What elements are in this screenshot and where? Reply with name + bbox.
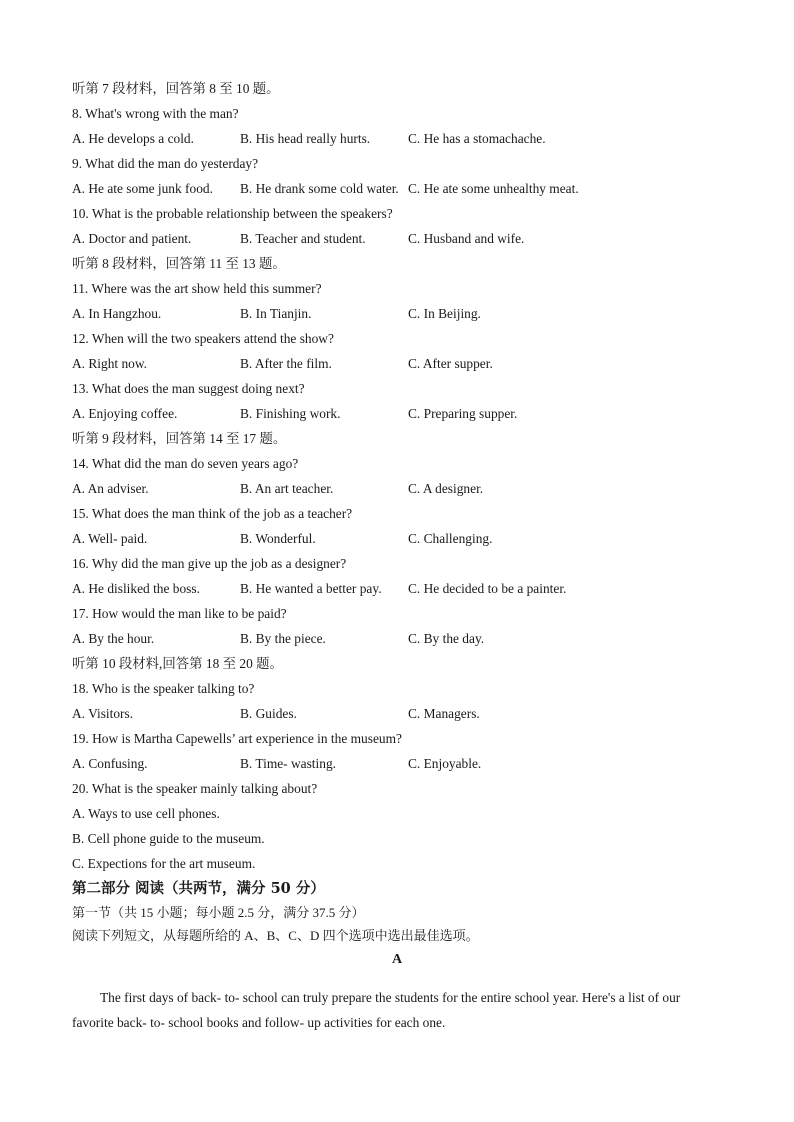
option-a: A. He ate some junk food. <box>72 181 213 196</box>
options-14 <box>72 476 722 501</box>
option-b: B. Teacher and student. <box>240 231 366 246</box>
option-a: A. Well- paid. <box>72 531 148 546</box>
option-a: A. Enjoying coffee. <box>72 406 178 421</box>
option-b: B. Finishing work. <box>240 406 341 421</box>
option-b: B. Wonderful. <box>240 531 316 546</box>
options-11 <box>72 301 722 326</box>
option-a: A. Ways to use cell phones. <box>72 806 220 821</box>
options-16 <box>72 576 722 601</box>
option-c: C. Preparing supper. <box>408 406 518 421</box>
option-a: A. Doctor and patient. <box>72 231 192 246</box>
option-c: C. Enjoyable. <box>408 756 482 771</box>
option-b: B. An art teacher. <box>240 481 334 496</box>
section-intro-10: 听第 10 段材料,回答第 18 至 20 题。 <box>72 656 283 671</box>
options-15 <box>72 526 722 551</box>
option-c: C. In Beijing. <box>408 306 481 321</box>
options-10 <box>72 226 722 251</box>
passage-paragraph: The first days of back- to- school can truly prepare the students for the entire school year. Here's a list of our favorite back- to- school books and follow- up activities for each one. <box>72 990 681 1031</box>
part-two-subheading: 第一节（共 15 小题；每小题 2.5 分，满分 37.5 分） <box>72 905 365 920</box>
question-18: 18. Who is the speaker talking to? <box>72 681 255 696</box>
option-b: B. Guides. <box>240 706 297 721</box>
options-17 <box>72 626 722 651</box>
options-12 <box>72 351 722 376</box>
options-19 <box>72 751 722 776</box>
question-9: 9. What did the man do yesterday? <box>72 156 259 171</box>
option-c: C. A designer. <box>408 481 484 496</box>
question-17: 17. How would the man like to be paid? <box>72 606 287 621</box>
option-b: B. Cell phone guide to the museum. <box>72 831 265 846</box>
question-15: 15. What does the man think of the job as a teacher? <box>72 506 353 521</box>
option-a: A. By the hour. <box>72 631 155 646</box>
question-14: 14. What did the man do seven years ago? <box>72 456 299 471</box>
question-11: 11. Where was the art show held this summer? <box>72 281 322 296</box>
option-a: A. Confusing. <box>72 756 148 771</box>
options-13 <box>72 401 722 426</box>
option-b: B. Time- wasting. <box>240 756 336 771</box>
question-19: 19. How is Martha Capewells’ art experience in the museum? <box>72 731 402 746</box>
question-13: 13. What does the man suggest doing next? <box>72 381 305 396</box>
part-two-heading: 第二部分 阅读（共两节，满分 50 分） <box>72 880 325 897</box>
section-intro-9: 听第 9 段材料，回答第 14 至 17 题。 <box>72 431 287 446</box>
option-a: A. Right now. <box>72 356 148 371</box>
option-c: C. By the day. <box>408 631 485 646</box>
option-a: A. He disliked the boss. <box>72 581 200 596</box>
reading-instruction: 阅读下列短文，从每题所给的 A、B、C、D 四个选项中选出最佳选项。 <box>72 928 479 943</box>
question-12: 12. When will the two speakers attend the show? <box>72 331 334 346</box>
option-c: C. Challenging. <box>408 531 493 546</box>
option-c: C. Husband and wife. <box>408 231 525 246</box>
option-c: C. Expections for the art museum. <box>72 856 256 871</box>
option-c: C. After supper. <box>408 356 493 371</box>
option-b: B. He drank some cold water. <box>240 181 399 196</box>
options-9 <box>72 176 722 201</box>
options-8 <box>72 126 722 151</box>
question-16: 16. Why did the man give up the job as a designer? <box>72 556 347 571</box>
exam-page <box>72 76 722 1049</box>
option-a: A. He develops a cold. <box>72 131 194 146</box>
question-20: 20. What is the speaker mainly talking about? <box>72 781 318 796</box>
option-c: C. He ate some unhealthy meat. <box>408 181 579 196</box>
option-b: B. After the film. <box>240 356 332 371</box>
option-b: B. In Tianjin. <box>240 306 312 321</box>
option-b: B. By the piece. <box>240 631 326 646</box>
option-b: B. His head really hurts. <box>240 131 371 146</box>
option-a: A. In Hangzhou. <box>72 306 162 321</box>
question-10: 10. What is the probable relationship between the speakers? <box>72 206 393 221</box>
option-c: C. He has a stomachache. <box>408 131 546 146</box>
question-8: 8. What's wrong with the man? <box>72 106 239 121</box>
passage-letter: A <box>391 952 403 967</box>
option-a: A. An adviser. <box>72 481 149 496</box>
options-18 <box>72 701 722 726</box>
section-intro-8: 听第 8 段材料，回答第 11 至 13 题。 <box>72 256 286 271</box>
option-c: C. He decided to be a painter. <box>408 581 567 596</box>
option-c: C. Managers. <box>408 706 480 721</box>
option-a: A. Visitors. <box>72 706 134 721</box>
section-intro-7: 听第 7 段材料，回答第 8 至 10 题。 <box>72 81 280 96</box>
option-b: B. He wanted a better pay. <box>240 581 382 596</box>
